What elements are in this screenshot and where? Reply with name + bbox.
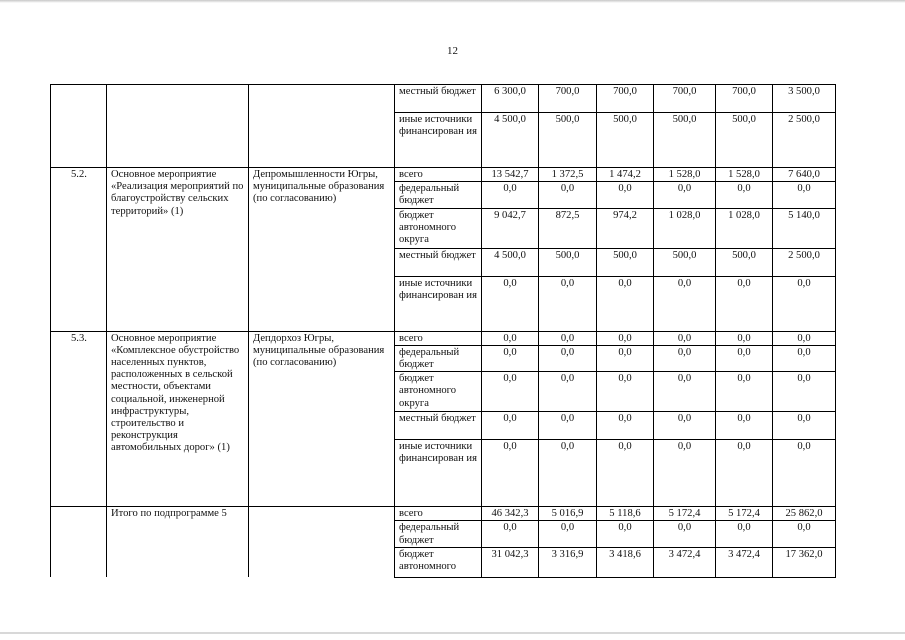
value-cell: 0,0 bbox=[773, 521, 836, 547]
value-cell: 0,0 bbox=[773, 440, 836, 507]
value-cell: 1 528,0 bbox=[654, 168, 716, 182]
value-cell: 3 418,6 bbox=[597, 547, 654, 577]
value-cell: 0,0 bbox=[482, 182, 539, 208]
value-cell: 0,0 bbox=[482, 331, 539, 345]
value-cell: 500,0 bbox=[597, 113, 654, 168]
table-row bbox=[51, 507, 836, 521]
value-cell: 0,0 bbox=[716, 412, 773, 440]
funding-source-cell: бюджет автономного округа bbox=[395, 372, 482, 412]
funding-source-cell: местный бюджет bbox=[395, 412, 482, 440]
executor-cell bbox=[249, 85, 395, 168]
funding-table bbox=[50, 84, 836, 578]
table-row bbox=[51, 331, 836, 345]
value-cell: 5 140,0 bbox=[773, 208, 836, 248]
value-cell: 0,0 bbox=[773, 372, 836, 412]
funding-source-cell: всего bbox=[395, 168, 482, 182]
value-cell: 0,0 bbox=[539, 276, 597, 331]
value-cell: 3 472,4 bbox=[654, 547, 716, 577]
value-cell: 700,0 bbox=[539, 85, 597, 113]
value-cell: 0,0 bbox=[597, 331, 654, 345]
executor-cell: Депдорхоз Югры, муниципальные образования (по согласованию) bbox=[249, 331, 395, 507]
activity-name-cell: Итого по подпрограмме 5 bbox=[107, 507, 249, 578]
value-cell: 0,0 bbox=[597, 182, 654, 208]
activity-code-cell bbox=[51, 507, 107, 578]
value-cell: 0,0 bbox=[654, 276, 716, 331]
value-cell: 0,0 bbox=[597, 345, 654, 371]
value-cell: 2 500,0 bbox=[773, 113, 836, 168]
value-cell: 5 172,4 bbox=[654, 507, 716, 521]
value-cell: 0,0 bbox=[482, 372, 539, 412]
table-row bbox=[51, 168, 836, 182]
value-cell: 500,0 bbox=[597, 248, 654, 276]
value-cell: 46 342,3 bbox=[482, 507, 539, 521]
activity-name-cell: Основное мероприятие «Реализация мероприятий по благоустройству сельских территорий» (1) bbox=[107, 168, 249, 332]
value-cell: 0,0 bbox=[597, 412, 654, 440]
value-cell: 1 528,0 bbox=[716, 168, 773, 182]
value-cell: 0,0 bbox=[597, 521, 654, 547]
activity-code-cell: 5.3. bbox=[51, 331, 107, 507]
activity-code-cell bbox=[51, 85, 107, 168]
value-cell: 5 118,6 bbox=[597, 507, 654, 521]
value-cell: 17 362,0 bbox=[773, 547, 836, 577]
value-cell: 0,0 bbox=[716, 182, 773, 208]
value-cell: 0,0 bbox=[539, 331, 597, 345]
value-cell: 0,0 bbox=[597, 276, 654, 331]
value-cell: 0,0 bbox=[773, 345, 836, 371]
table-body bbox=[51, 85, 836, 578]
activity-code-cell: 5.2. bbox=[51, 168, 107, 332]
value-cell: 7 640,0 bbox=[773, 168, 836, 182]
value-cell: 0,0 bbox=[773, 276, 836, 331]
value-cell: 0,0 bbox=[482, 276, 539, 331]
value-cell: 500,0 bbox=[654, 113, 716, 168]
value-cell: 700,0 bbox=[654, 85, 716, 113]
value-cell: 700,0 bbox=[716, 85, 773, 113]
funding-source-cell: иные источники финансирован ия bbox=[395, 276, 482, 331]
value-cell: 700,0 bbox=[597, 85, 654, 113]
value-cell: 872,5 bbox=[539, 208, 597, 248]
page-number: 12 bbox=[447, 45, 458, 57]
executor-cell: Депромышленности Югры, муниципальные образования (по согласованию) bbox=[249, 168, 395, 332]
table-row bbox=[51, 85, 836, 113]
value-cell: 0,0 bbox=[482, 521, 539, 547]
value-cell: 0,0 bbox=[597, 372, 654, 412]
value-cell: 0,0 bbox=[482, 345, 539, 371]
value-cell: 0,0 bbox=[482, 412, 539, 440]
value-cell: 0,0 bbox=[654, 331, 716, 345]
activity-name-cell bbox=[107, 85, 249, 168]
value-cell: 0,0 bbox=[654, 440, 716, 507]
value-cell: 0,0 bbox=[539, 440, 597, 507]
executor-cell bbox=[249, 507, 395, 578]
value-cell: 4 500,0 bbox=[482, 113, 539, 168]
value-cell: 500,0 bbox=[716, 248, 773, 276]
value-cell: 974,2 bbox=[597, 208, 654, 248]
funding-source-cell: иные источники финансирован ия bbox=[395, 113, 482, 168]
value-cell: 500,0 bbox=[654, 248, 716, 276]
value-cell: 1 028,0 bbox=[716, 208, 773, 248]
funding-source-cell: бюджет автономного округа bbox=[395, 208, 482, 248]
value-cell: 4 500,0 bbox=[482, 248, 539, 276]
funding-source-cell: федеральный бюджет bbox=[395, 182, 482, 208]
value-cell: 25 862,0 bbox=[773, 507, 836, 521]
value-cell: 0,0 bbox=[482, 440, 539, 507]
value-cell: 5 016,9 bbox=[539, 507, 597, 521]
value-cell: 3 472,4 bbox=[716, 547, 773, 577]
value-cell: 0,0 bbox=[597, 440, 654, 507]
funding-source-cell: местный бюджет bbox=[395, 248, 482, 276]
value-cell: 0,0 bbox=[654, 372, 716, 412]
value-cell: 1 474,2 bbox=[597, 168, 654, 182]
value-cell: 500,0 bbox=[539, 248, 597, 276]
value-cell: 0,0 bbox=[716, 331, 773, 345]
value-cell: 0,0 bbox=[716, 372, 773, 412]
funding-source-cell: федеральный бюджет bbox=[395, 521, 482, 547]
value-cell: 0,0 bbox=[716, 440, 773, 507]
scan-edge-top bbox=[0, 0, 905, 3]
value-cell: 0,0 bbox=[539, 521, 597, 547]
funding-source-cell: всего bbox=[395, 507, 482, 521]
value-cell: 0,0 bbox=[716, 345, 773, 371]
value-cell: 0,0 bbox=[654, 182, 716, 208]
value-cell: 0,0 bbox=[654, 521, 716, 547]
value-cell: 500,0 bbox=[539, 113, 597, 168]
value-cell: 0,0 bbox=[773, 331, 836, 345]
funding-source-cell: иные источники финансирован ия bbox=[395, 440, 482, 507]
value-cell: 2 500,0 bbox=[773, 248, 836, 276]
value-cell: 6 300,0 bbox=[482, 85, 539, 113]
funding-source-cell: бюджет автономного bbox=[395, 547, 482, 577]
value-cell: 9 042,7 bbox=[482, 208, 539, 248]
value-cell: 3 316,9 bbox=[539, 547, 597, 577]
value-cell: 31 042,3 bbox=[482, 547, 539, 577]
value-cell: 13 542,7 bbox=[482, 168, 539, 182]
funding-source-cell: федеральный бюджет bbox=[395, 345, 482, 371]
value-cell: 0,0 bbox=[773, 412, 836, 440]
value-cell: 0,0 bbox=[716, 521, 773, 547]
value-cell: 0,0 bbox=[539, 345, 597, 371]
value-cell: 1 028,0 bbox=[654, 208, 716, 248]
activity-name-cell: Основное мероприятие «Комплексное обустройство населенных пунктов, расположенных в сельской местности, объектами социальной, инженерной инфраструктуры, строительство и реконструкция автомобильных дорог» (1) bbox=[107, 331, 249, 507]
scan-edge-bottom bbox=[0, 632, 905, 634]
value-cell: 0,0 bbox=[539, 412, 597, 440]
value-cell: 0,0 bbox=[716, 276, 773, 331]
value-cell: 3 500,0 bbox=[773, 85, 836, 113]
funding-source-cell: местный бюджет bbox=[395, 85, 482, 113]
funding-source-cell: всего bbox=[395, 331, 482, 345]
value-cell: 0,0 bbox=[539, 182, 597, 208]
value-cell: 1 372,5 bbox=[539, 168, 597, 182]
value-cell: 0,0 bbox=[654, 345, 716, 371]
value-cell: 0,0 bbox=[773, 182, 836, 208]
value-cell: 0,0 bbox=[539, 372, 597, 412]
value-cell: 0,0 bbox=[654, 412, 716, 440]
value-cell: 500,0 bbox=[716, 113, 773, 168]
value-cell: 5 172,4 bbox=[716, 507, 773, 521]
